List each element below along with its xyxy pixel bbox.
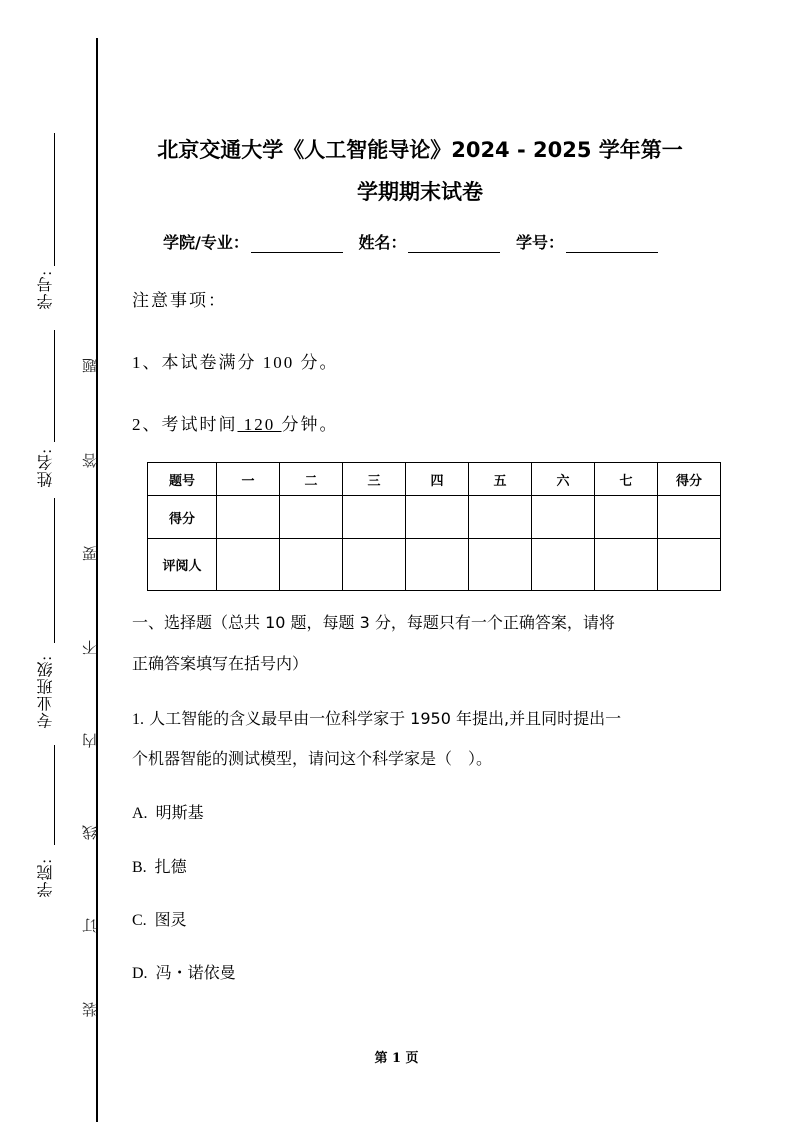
header-cell: 六 [532,463,595,496]
option-text: 明斯基 [155,803,204,822]
header-cell: 五 [469,463,532,496]
header-cell: 二 [280,463,343,496]
question-1-line2: 个机器智能的测试模型，请问这个科学家是（ ）。 [132,749,493,768]
binding-rule [96,38,98,1122]
margin-student-id-label: 学号: [38,270,55,310]
option-letter: B. [132,859,147,876]
score-cell[interactable] [280,496,343,539]
score-table-header-row [148,463,721,496]
option-text: 扎德 [154,857,187,876]
binding-char: 内 [83,733,99,748]
margin-class-label: 专业班级: [38,655,55,729]
option-text: 图灵 [154,910,187,929]
page-number: 第 1 页 [374,1051,419,1066]
student-id-line [54,133,55,266]
name-line [54,330,55,442]
option-letter: C. [132,912,147,929]
grader-cell[interactable] [280,539,343,591]
binding-char: 订 [83,918,99,933]
grader-cell[interactable] [469,539,532,591]
header-cell: 三 [343,463,406,496]
section-instructions-line2: 正确答案填写在括号内） [132,654,309,673]
exam-duration-value: 120 [237,415,282,434]
college-label: 学院/专业： [163,233,249,252]
note-item-2-prefix: 2、考试时间 [132,415,238,434]
option-c[interactable] [132,907,187,930]
margin-name-label: 姓名: [38,448,55,488]
score-cell[interactable] [217,496,280,539]
note-item-2-suffix: 分钟。 [281,415,339,434]
question-1-text: 人工智能的含义最早由一位科学家于 1950 年提出,并且同时提出一 [149,709,622,728]
score-cell[interactable] [406,496,469,539]
grader-cell[interactable] [343,539,406,591]
notes-heading: 注意事项： [132,291,227,310]
grader-cell[interactable] [595,539,658,591]
college-field[interactable] [251,236,343,253]
score-row [148,496,721,539]
binding-char: 答 [83,453,99,468]
option-b[interactable] [132,854,187,877]
id-label: 学号： [516,233,565,252]
option-d[interactable] [132,960,236,983]
binding-char: 装 [83,1002,99,1017]
grader-row [148,539,721,591]
option-letter: A. [132,805,148,822]
option-text: 冯・诺依曼 [155,963,236,982]
note-item-2 [132,410,339,435]
class-line [54,745,55,845]
student-info-line [163,230,668,253]
grader-cell[interactable] [658,539,721,591]
exam-title-line2: 学期期末试卷 [357,180,483,204]
score-cell[interactable] [658,496,721,539]
section-instructions-line1: 一、选择题（总共 10 题，每题 3 分，每题只有一个正确答案，请将 [132,613,615,632]
name-line-2 [54,498,55,643]
margin-college-label: 学院: [38,858,55,898]
row-label: 得分 [148,496,217,539]
name-field[interactable] [408,236,500,253]
binding-char: 不 [83,640,99,655]
score-cell[interactable] [595,496,658,539]
header-cell: 一 [217,463,280,496]
question-1-line1 [132,706,621,729]
exam-title-line1: 北京交通大学《人工智能导论》2024 - 2025 学年第一 [157,138,683,162]
score-cell[interactable] [532,496,595,539]
question-number: 1. [132,711,144,728]
grader-cell[interactable] [532,539,595,591]
score-table [147,462,721,591]
name-label: 姓名： [358,233,407,252]
header-cell: 题号 [148,463,217,496]
header-cell: 四 [406,463,469,496]
option-letter: D. [132,965,148,982]
header-cell: 七 [595,463,658,496]
grader-cell[interactable] [217,539,280,591]
row-label: 评阅人 [148,539,217,591]
binding-char: 题 [83,358,99,373]
note-item-1: 1、本试卷满分 100 分。 [132,353,339,372]
score-cell[interactable] [343,496,406,539]
score-cell[interactable] [469,496,532,539]
id-field[interactable] [566,236,658,253]
binding-char: 线 [83,825,99,840]
header-cell: 得分 [658,463,721,496]
binding-char: 要 [83,546,99,561]
grader-cell[interactable] [406,539,469,591]
option-a[interactable] [132,800,204,823]
